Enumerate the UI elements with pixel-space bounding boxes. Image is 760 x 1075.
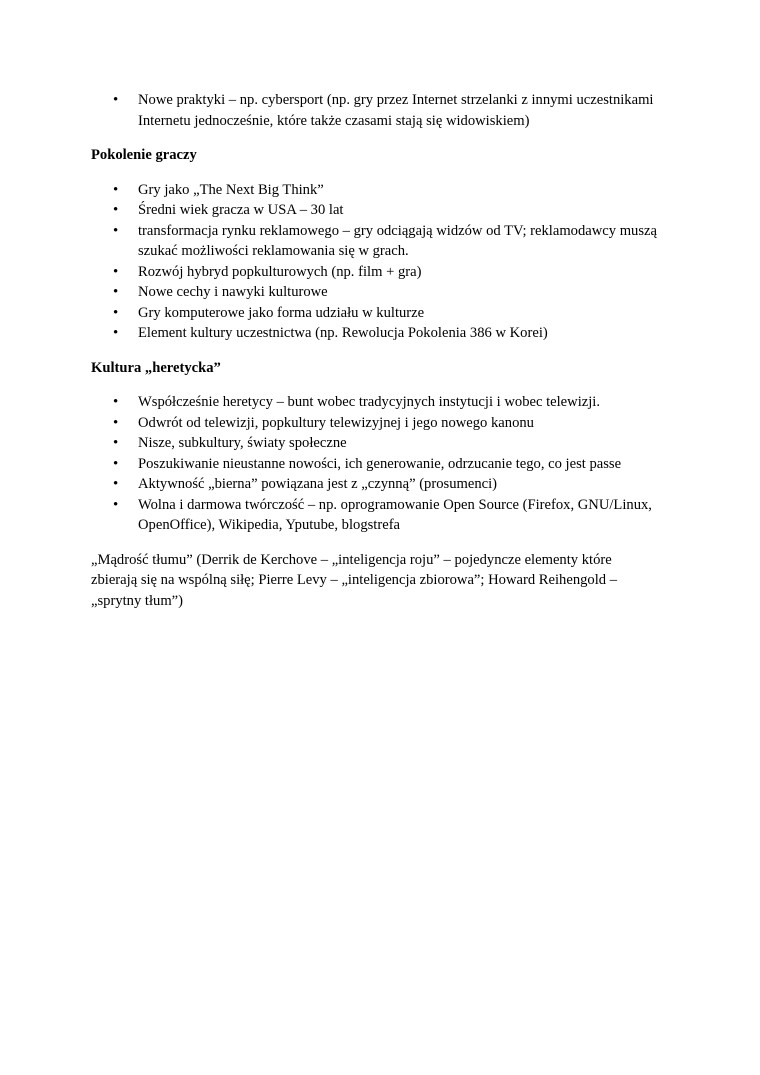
list-item: • Nowe praktyki – np. cybersport (np. gry przez Internet strzelanki z innymi uczestnikami Internetu jednocześnie, które także czasami stają się widowiskiem) xyxy=(91,90,660,131)
list-item: • Rozwój hybryd popkulturowych (np. film + gra) xyxy=(91,262,660,283)
list-item: • Nowe cechy i nawyki kulturowe xyxy=(91,282,660,303)
list-item: • Element kultury uczestnictwa (np. Rewolucja Pokolenia 386 w Korei) xyxy=(91,323,660,344)
intro-list xyxy=(91,90,660,131)
section-heading-pokolenie: Pokolenie graczy xyxy=(91,147,197,163)
list-item: • Współcześnie heretycy – bunt wobec tradycyjnych instytucji i wobec telewizji. xyxy=(91,392,660,413)
list-item: • transformacja rynku reklamowego – gry odciągają widzów od TV; reklamodawcy muszą szukać możliwości reklamowania się w grach. xyxy=(91,221,660,262)
list-item: • Średni wiek gracza w USA – 30 lat xyxy=(91,200,660,221)
section-heading-kultura: Kultura „heretycka” xyxy=(91,359,221,376)
list-item: • Nisze, subkultury, światy społeczne xyxy=(91,433,660,454)
list-item: • Gry jako „The Next Big Think” xyxy=(91,180,660,201)
pokolenie-list xyxy=(91,180,660,344)
list-item: • Aktywność „bierna” powiązana jest z „czynną” (prosumenci) xyxy=(91,474,660,495)
kultura-list xyxy=(91,392,660,536)
list-item: • Odwrót od telewizji, popkultury telewizyjnej i jego nowego kanonu xyxy=(91,413,660,434)
closing-paragraph: „Mądrość tłumu” (Derrik de Kerchove – „inteligencja roju” – pojedyncze elementy które zbierają się na wspólną siłę; Pierre Levy – „inteligencja zbiorowa”; Howard Reihengold – „sprytny tłum”) xyxy=(91,551,618,609)
list-item: • Wolna i darmowa twórczość – np. oprogramowanie Open Source (Firefox, GNU/Linux, OpenOffice), Wikipedia, Yputube, blogstrefa xyxy=(91,495,660,536)
list-item: • Poszukiwanie nieustanne nowości, ich generowanie, odrzucanie tego, co jest passe xyxy=(91,454,660,475)
list-item: • Gry komputerowe jako forma udziału w kulturze xyxy=(91,303,660,324)
